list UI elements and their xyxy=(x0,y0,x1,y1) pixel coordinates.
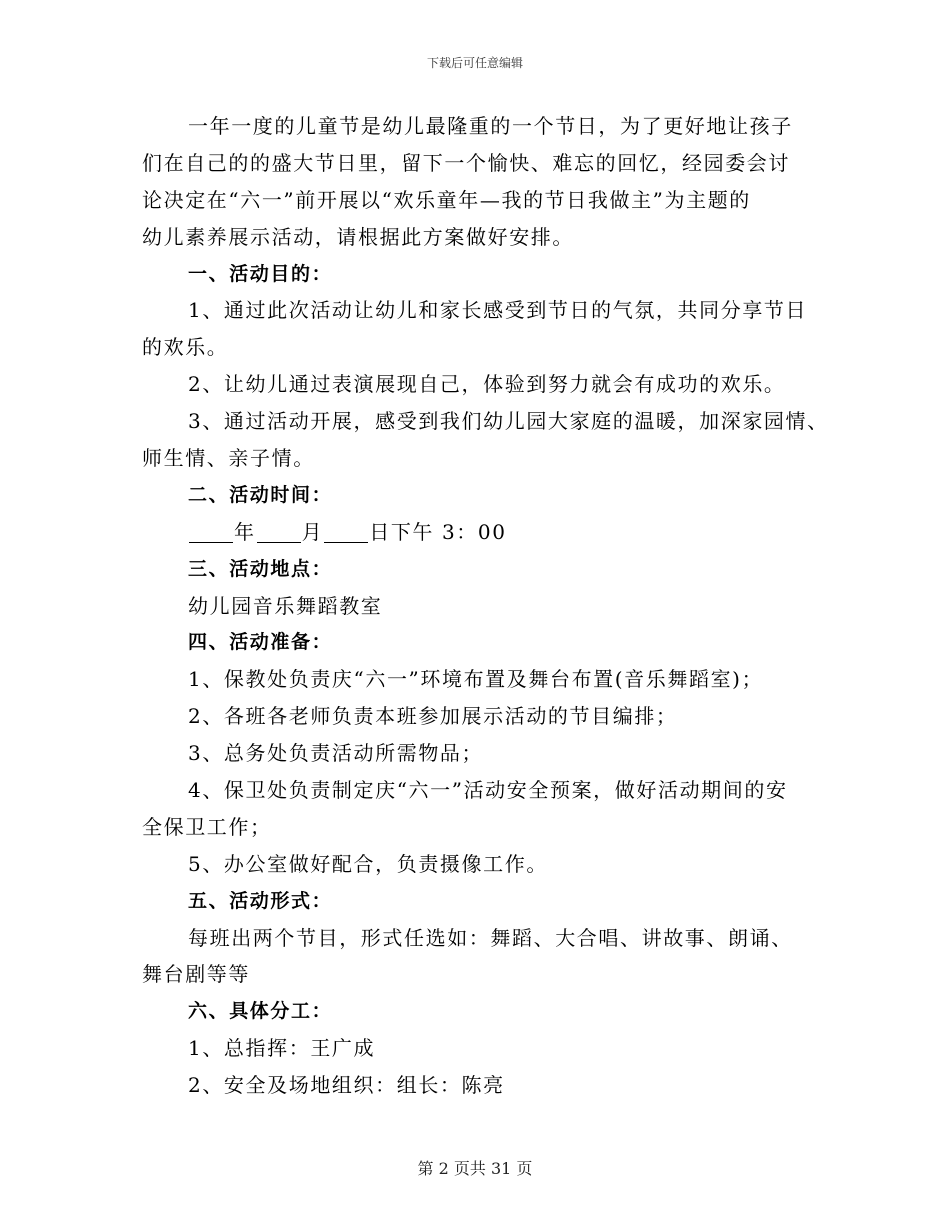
purpose-item-3: 3、通过活动开展，感受到我们幼儿园大家庭的温暖，加深家园情、 xyxy=(188,409,829,434)
month-label: 月 xyxy=(301,519,324,544)
section-heading-purpose: 一、活动目的： xyxy=(188,262,333,285)
page-header: 下载后可任意编辑 xyxy=(426,56,523,70)
section-heading-format: 五、活动形式： xyxy=(188,889,333,912)
purpose-item-1: 1、通过此次活动让幼儿和家长感受到节日的气氛，共同分享节日 xyxy=(188,298,808,323)
purpose-item-3-cont: 师生情、亲子情。 xyxy=(142,446,315,471)
preparation-item-4-cont: 全保卫工作； xyxy=(142,814,272,839)
purpose-item-1-cont: 的欢乐。 xyxy=(142,335,229,360)
year-blank xyxy=(189,522,233,543)
preparation-item-1: 1、保教处负责庆“六一”环境布置及舞台布置(音乐舞蹈室)； xyxy=(188,667,764,692)
document-body xyxy=(142,108,829,1104)
division-item-2: 2、安全及场地组织：组长：陈亮 xyxy=(188,1073,505,1098)
division-item-1: 1、总指挥：王广成 xyxy=(188,1036,376,1061)
intro-line-3: 论决定在“六一”前开展以“欢乐童年—我的节日我做主”为主题的 xyxy=(142,187,751,212)
activity-time xyxy=(142,514,822,551)
intro-line-1: 一年一度的儿童节是幼儿最隆重的一个节日，为了更好地让孩子 xyxy=(188,114,793,138)
section-heading-time: 二、活动时间： xyxy=(188,483,333,506)
intro-line-4: 幼儿素养展示活动，请根据此方案做好安排。 xyxy=(142,224,574,249)
section-heading-place: 三、活动地点： xyxy=(188,557,333,580)
activity-place: 幼儿园音乐舞蹈教室 xyxy=(188,593,383,618)
preparation-item-5: 5、办公室做好配合，负责摄像工作。 xyxy=(188,851,548,876)
section-heading-preparation: 四、活动准备： xyxy=(188,631,333,654)
format-line-1: 每班出两个节目，形式任选如：舞蹈、大合唱、讲故事、朗诵、 xyxy=(188,925,793,950)
day-time-label: 日下午 3：00 xyxy=(369,519,507,544)
page-footer: 第 2 页共 31 页 xyxy=(417,1159,533,1178)
day-blank xyxy=(324,522,368,543)
month-blank xyxy=(257,522,301,543)
preparation-item-4: 4、保卫处负责制定庆“六一”活动安全预案，做好活动期间的安 xyxy=(188,778,788,803)
intro-line-2: 们在自己的的盛大节日里，留下一个愉快、难忘的回忆，经园委会讨 xyxy=(142,150,790,175)
section-heading-division: 六、具体分工： xyxy=(188,1000,333,1023)
year-label: 年 xyxy=(234,519,256,544)
purpose-item-2: 2、让幼儿通过表演展现自己，体验到努力就会有成功的欢乐。 xyxy=(188,372,786,397)
preparation-item-2: 2、各班各老师负责本班参加展示活动的节目编排； xyxy=(188,704,678,729)
format-line-2: 舞台剧等等 xyxy=(142,962,250,987)
preparation-item-3: 3、总务处负责活动所需物品； xyxy=(188,741,484,766)
